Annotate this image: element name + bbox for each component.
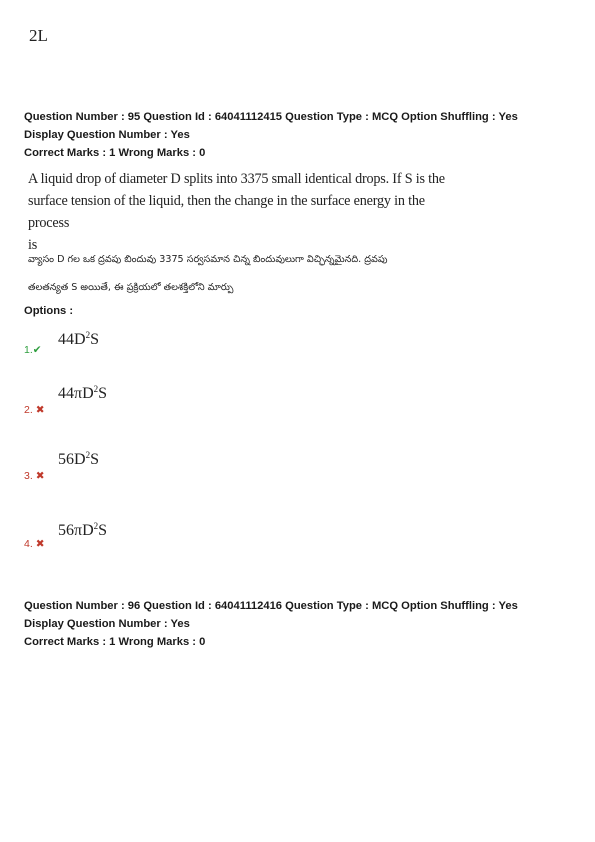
- page-label: 2L: [29, 26, 48, 45]
- question-96-meta-line3: Correct Marks : 1 Wrong Marks : 0: [24, 636, 206, 648]
- question-text-line: is: [28, 237, 38, 253]
- question-96-meta-line2: Display Question Number : Yes: [24, 618, 190, 630]
- option-4-text: $56\pi D^2S$: [58, 521, 108, 539]
- check-icon: ✔: [32, 344, 42, 356]
- question-95-meta-line3: Correct Marks : 1 Wrong Marks : 0: [24, 147, 206, 159]
- question-text-line: తలతన్యత S అయితే, ఈ ప్రక్రియలో తలశక్తిలోని మార్పు: [28, 282, 234, 293]
- option-4[interactable]: [0, 519, 300, 579]
- question-95-meta-line2: Display Question Number : Yes: [24, 129, 190, 141]
- options-label: Options :: [24, 305, 74, 317]
- question-95-meta: [24, 108, 584, 162]
- question-text-line: A liquid drop of diameter D splits into 3375 small identical drops. If S is the: [28, 171, 445, 187]
- question-95-meta-line1: Question Number : 95 Question Id : 64041112415 Question Type : MCQ Option Shuffling : Yes: [24, 111, 518, 123]
- option-1-text: $44D^2S$: [58, 330, 99, 348]
- option-3-text: $56D^2S$: [58, 450, 99, 468]
- option-4-number: 4. ✖: [24, 538, 45, 550]
- option-3-number: 3. ✖: [24, 470, 45, 482]
- question-96-meta-line1: Question Number : 96 Question Id : 64041112416 Question Type : MCQ Option Shuffling : Yes: [24, 600, 518, 612]
- cross-icon: ✖: [35, 538, 45, 550]
- option-1[interactable]: [0, 328, 300, 388]
- option-2[interactable]: [0, 382, 300, 442]
- option-3[interactable]: [0, 448, 300, 508]
- option-1-number: 1.✔: [24, 344, 42, 356]
- question-95-text-english: [28, 168, 468, 256]
- option-2-text: $44\pi D^2S$: [58, 384, 108, 402]
- question-96-meta: [24, 597, 584, 651]
- question-95-text-telugu: [28, 246, 468, 302]
- cross-icon: ✖: [35, 404, 45, 416]
- option-2-number: 2. ✖: [24, 404, 45, 416]
- cross-icon: ✖: [35, 470, 45, 482]
- question-text-line: surface tension of the liquid, then the change in the surface energy in the process: [28, 193, 425, 231]
- question-text-line: వ్యాసం D గల ఒక ద్రవపు బిందువు 3375 సర్వసమాన చిన్న బిందువులుగా విచ్ఛిన్నమైనది. ద్రవపు: [28, 254, 388, 265]
